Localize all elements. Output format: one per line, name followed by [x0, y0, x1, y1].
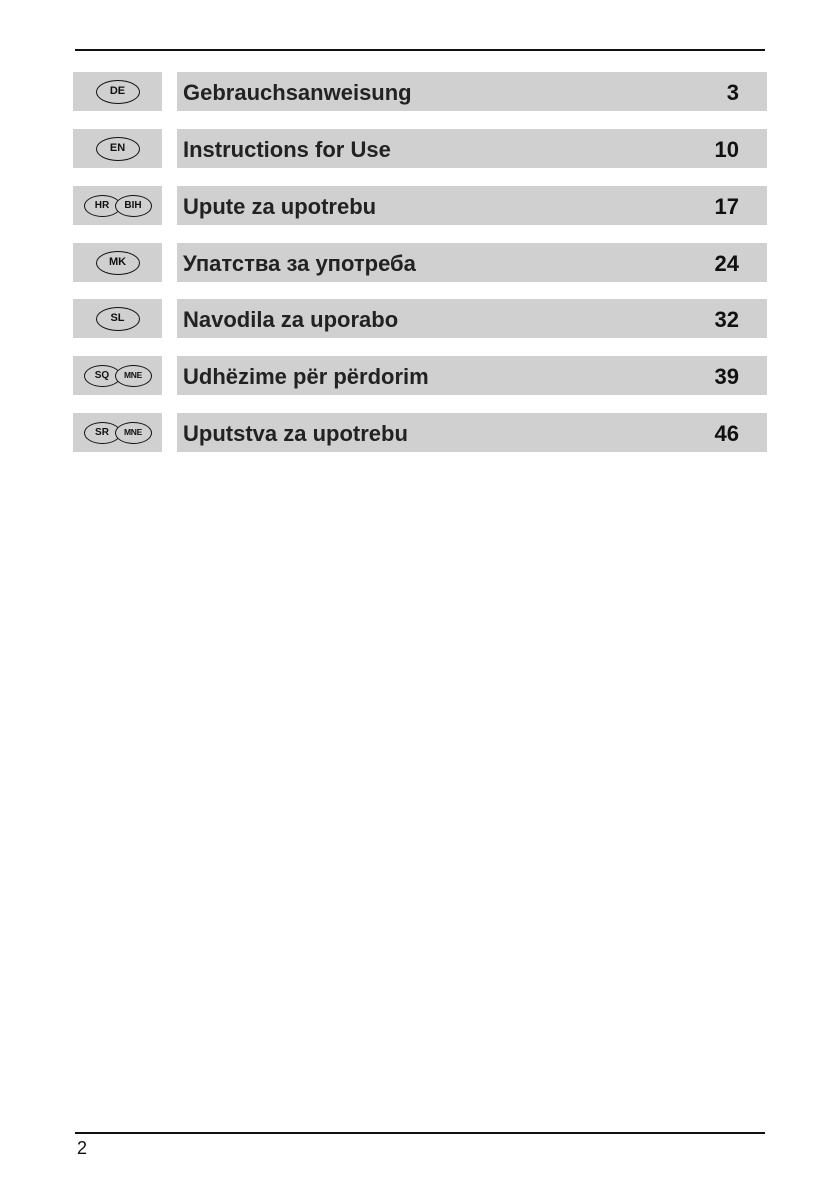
language-badge: [73, 299, 162, 338]
language-code-sq: SQ: [84, 365, 121, 387]
toc-page-number: 46: [714, 421, 739, 446]
toc-page-number: 32: [714, 307, 739, 332]
toc-title: Instructions for Use: [183, 137, 391, 162]
toc-title-bar: [177, 243, 767, 282]
language-badge: [73, 413, 162, 452]
footer-page-number: 2: [77, 1138, 88, 1158]
language-badge: [73, 243, 162, 282]
toc-page-number: 3: [726, 80, 739, 105]
toc-entry-sl[interactable]: [73, 299, 767, 338]
language-code-mne: MNE: [115, 422, 152, 444]
toc-title-bar: [177, 129, 767, 168]
toc-title-bar: [177, 299, 767, 338]
toc-entry-de[interactable]: [73, 72, 767, 111]
toc-title: Gebrauchsanweisung: [183, 80, 412, 105]
toc-title: Upute za upotrebu: [183, 194, 377, 219]
language-badge: [73, 186, 162, 225]
language-code-mk: MK: [96, 251, 140, 275]
toc-title: Udhëzime për përdorim: [183, 364, 429, 389]
toc-page-number: 10: [714, 137, 739, 162]
toc-entry-hr-bih[interactable]: [73, 186, 767, 225]
toc-entry-mk[interactable]: [73, 243, 767, 282]
toc-title: Navodila za uporabo: [183, 307, 399, 332]
toc-title: Uputstva za upotrebu: [183, 421, 408, 446]
language-code-sl: SL: [96, 307, 140, 331]
toc-page-number: 17: [714, 194, 739, 219]
toc-page-number: 24: [714, 251, 739, 276]
toc-title: Упатства за употреба: [183, 251, 416, 276]
language-code-hr: HR: [84, 195, 121, 217]
language-badge: [73, 129, 162, 168]
language-code-mne: MNE: [115, 365, 152, 387]
top-rule: [75, 49, 765, 51]
language-code-bih: BIH: [115, 195, 152, 217]
toc-title-bar: [177, 186, 767, 225]
language-code-en: EN: [96, 137, 140, 161]
toc-entry-sr-mne[interactable]: [73, 413, 767, 452]
toc-page-number: 39: [714, 364, 739, 389]
toc-title-bar: [177, 356, 767, 395]
language-code-de: DE: [96, 80, 140, 104]
toc-title-bar: [177, 72, 767, 111]
language-badge: [73, 356, 162, 395]
language-code-sr: SR: [84, 422, 121, 444]
toc-entry-en[interactable]: [73, 129, 767, 168]
toc-entry-sq-mne[interactable]: [73, 356, 767, 395]
bottom-rule: [75, 1132, 765, 1134]
language-badge: [73, 72, 162, 111]
toc-title-bar: [177, 413, 767, 452]
